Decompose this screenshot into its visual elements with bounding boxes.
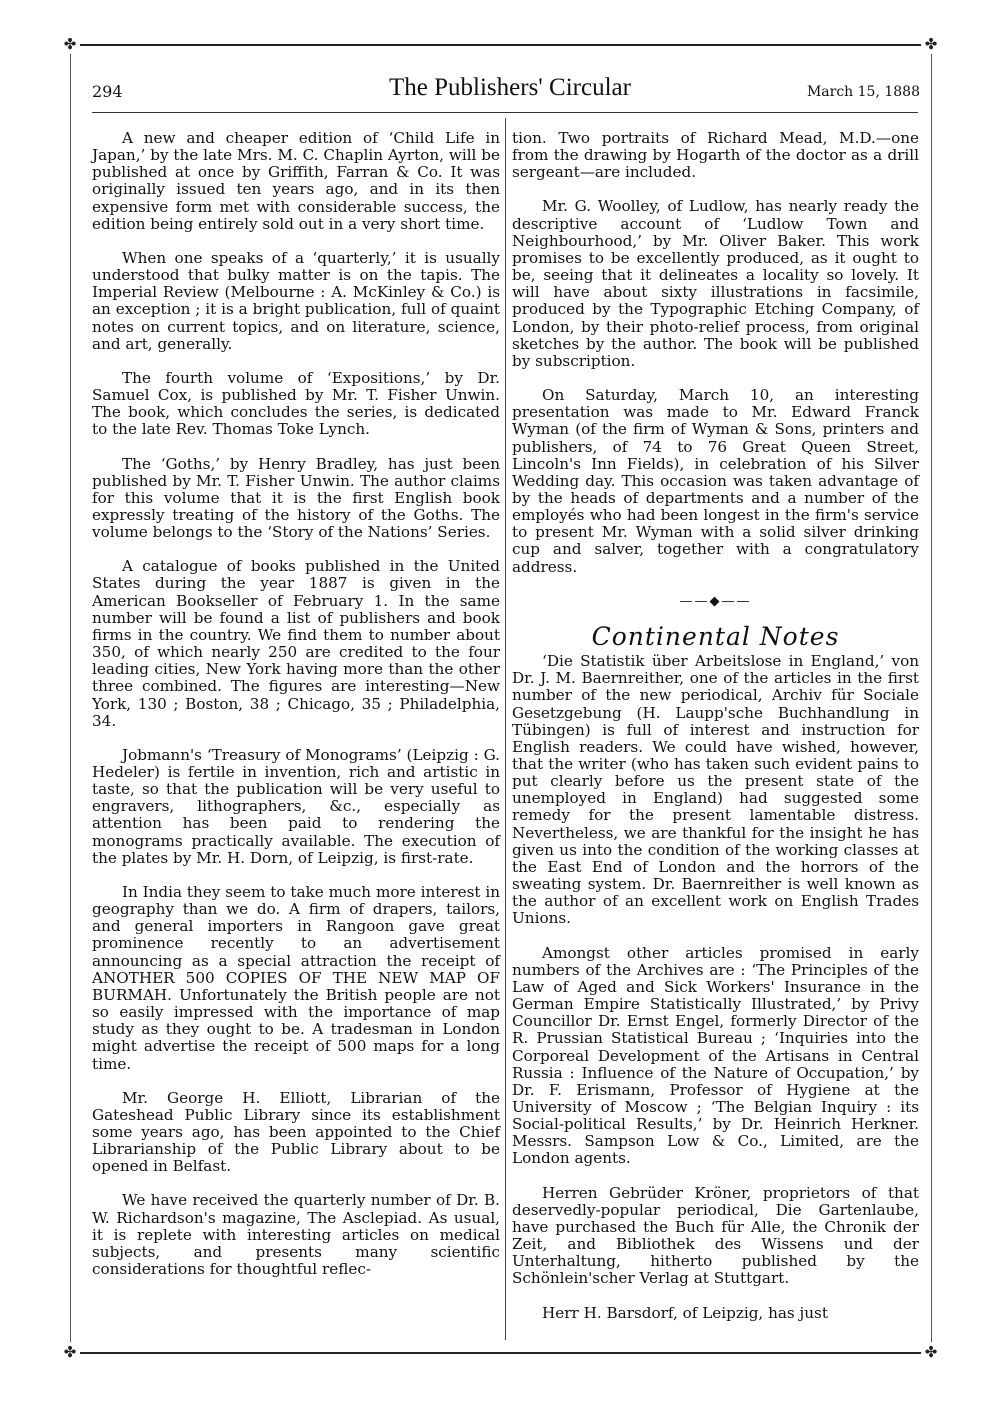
article-paragraph: Herren Gebrüder Kröner, proprietors of that deservedly-popular periodical, Die Gartenlaube, have purchased the Buch für Alle, the Chronik der Zeit, and Bibliothek des Wissens und der Unterhaltung, hitherto published by the Schönlein'scher Verlag at Stuttgart. [512,1183,919,1288]
article-paragraph: When one speaks of a ‘quarterly,’ it is usually understood that bulky matter is on the tapis. The Imperial Review (Melbourne : A. McKinley & Co.) is an exception ; it is a bright publication, full of quaint notes on current topics, and on literature, science, and art, generally. [92,248,500,353]
article-paragraph: The fourth volume of ‘Expositions,’ by Dr. Samuel Cox, is published by Mr. T. Fisher Unwin. The book, which concludes the series, is dedicated to the late Rev. Thomas Toke Lynch. [92,368,500,439]
page-number: 294 [92,82,123,101]
publication-title: The Publishers' Circular [389,74,631,101]
corner-ornament-icon: ✤ [60,1342,80,1362]
issue-date: March 15, 1888 [806,84,920,100]
article-paragraph: A new and cheaper edition of ‘Child Life in Japan,’ by the late Mrs. M. C. Chaplin Ayrton, will be published at once by Griffith, Farran & Co. It was originally issued ten years ago, and in its then expensive form met with considerable success, the edition being entirely sold out in a very short time. [92,129,500,233]
column-divider [505,118,506,1340]
article-paragraph: Jobmann's ‘Treasury of Monograms’ (Leipzig : G. Hedeler) is fertile in invention, rich and artistic in taste, so that the publication will be very useful to engravers, lithographers, &c., especially as attention has been paid to rendering the monograms practically available. The execution of the plates by Mr. H. Dorn, of Leipzig, is first-rate. [92,745,500,867]
right-column [512,130,919,1339]
article-paragraph: On Saturday, March 10, an interesting presentation was made to Mr. Edward Franck Wyman (of the firm of Wyman & Sons, printers and publishers, of 74 to 76 Great Queen Street, Lincoln's Inn Fields), in celebration of his Silver Wedding day. This occasion was taken advantage of by the heads of departments and a number of the employés who had been longest in the firm's service to present Mr. Wyman with a solid silver drinking cup and salver, together with a congratulatory address. [512,386,919,576]
section-divider-ornament: ——◆—— [679,593,752,609]
article-paragraph: The ‘Goths,’ by Henry Bradley, has just been published by Mr. T. Fisher Unwin. The author claims for this volume that it is the first English book expressly treating of the history of the Goths. The volume belongs to the ‘Story of the Nations’ Series. [92,454,500,542]
article-paragraph: We have received the quarterly number of Dr. B. W. Richardson's magazine, The Asclepiad. As usual, it is replete with interesting articles on medical subjects, and presents many scientific considerations for thoughtful reflec- [92,1191,500,1279]
article-paragraph: A catalogue of books published in the United States during the year 1887 is given in the American Bookseller of February 1. In the same number will be found a list of publishers and book firms in the country. We find them to number about 350, of which nearly 250 are credited to the four leading cities, New York having more than the other three combined. The figures are interesting—New York, 130 ; Boston, 38 ; Chicago, 35 ; Philadelphia, 34. [92,557,500,730]
article-paragraph: Herr H. Barsdorf, of Leipzig, has just [542,1303,828,1322]
frame-right-rule [931,44,932,1352]
header-rule [92,112,918,113]
section-heading: Continental Notes [591,621,840,651]
article-paragraph: Amongst other articles promised in early numbers of the Archives are : ‘The Principles of the Law of Aged and Sick Workers' Insurance in the German Empire Statistically Illustrated,’ by Privy Councillor Dr. Ernst Engel, formerly Director of the R. Prussian Statistical Bureau ; ‘Inquiries into the Corporeal Development of the Artisans in Central Russia : Influence of the Nature of Occupation,’ by Dr. F. Erismann, Professor of Hygiene at the University of Moscow ; ‘The Belgian Inquiry : its Social-political Results,’ by Dr. Heinrich Herkner. Messrs. Sampson Low & Co., Limited, are the London agents. [512,943,919,1168]
left-column [92,130,500,1295]
frame-left-rule [70,44,71,1352]
article-paragraph: Mr. G. Woolley, of Ludlow, has nearly ready the descriptive account of ‘Ludlow Town and Neighbourhood,’ by Mr. Oliver Baker. This work promises to be excellently produced, as it ought to be, seeing that it delineates a locality so lovely. It will have about sixty illustrations in facsimile, produced by the Typographic Etching Company, of London, by their photo-relief process, from original sketches by the author. The book will be published by subscription. [512,197,919,370]
frame-top-rule [70,44,932,46]
article-paragraph: ‘Die Statistik über Arbeitslose in England,’ von Dr. J. M. Baernreither, one of the articles in the first number of the new periodical, Archiv für Sociale Gesetzgebung (H. Laupp'sche Buchhandlung in Tübingen) is full of interest and instruction for English readers. We could have wished, however, that the writer (who has taken such evident pains to put clearly before us the present state of the unemployed in England) had suggested some remedy for the present lamentable distress. Nevertheless, we are thankful for the insight he has given us into the condition of the working classes at the East End of London and the horrors of the sweating system. Dr. Baernreither is well known as the author of an excellent work on English Trades Unions. [512,652,919,928]
article-paragraph: In India they seem to take much more interest in geography than we do. A firm of drapers, tailors, and general importers in Rangoon gave great prominence recently to an advertisement announcing as a special attraction the receipt of ANOTHER 500 COPIES OF THE NEW MAP OF BURMAH. Unfortunately the British people are not so easily impressed with the importance of map study as they ought to be. A tradesman in London might advertise the receipt of 500 maps for a long time. [92,882,500,1073]
corner-ornament-icon: ✤ [60,34,80,54]
corner-ornament-icon: ✤ [921,34,941,54]
corner-ornament-icon: ✤ [921,1342,941,1362]
frame-bottom-rule [70,1352,932,1354]
article-paragraph: Mr. George H. Elliott, Librarian of the Gateshead Public Library since its establishment some years ago, has been appointed to the Chief Librarianship of the Public Library about to be opened in Belfast. [92,1088,500,1176]
article-paragraph: tion. Two portraits of Richard Mead, M.D.—one from the drawing by Hogarth of the doctor as a drill sergeant—are included. [512,129,919,182]
